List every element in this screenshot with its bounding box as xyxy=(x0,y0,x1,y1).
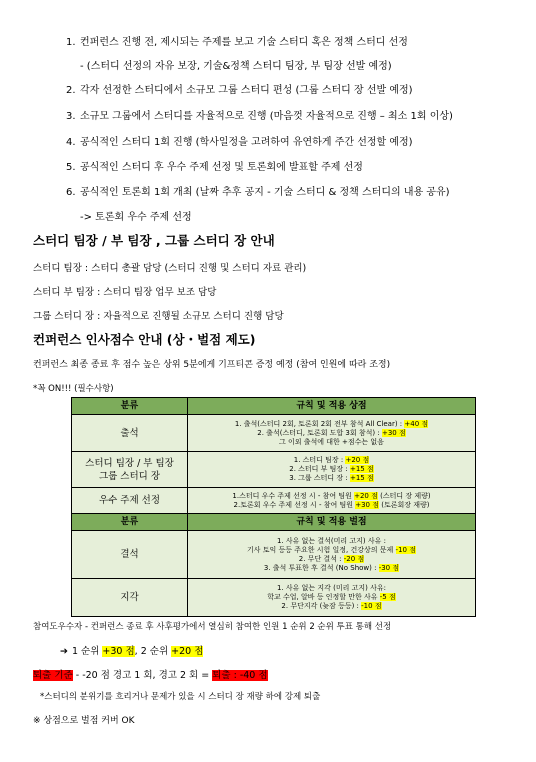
header-category: 분류 xyxy=(72,398,188,415)
points-value: +15 점 xyxy=(349,465,374,473)
rule-cell xyxy=(188,452,476,488)
rule-line: 2. 출석(스터디, 토론회 도합 3회 참석) : +30 점 xyxy=(257,428,406,437)
rule-line: 그 이외 출석에 대한 +점수는 없음 xyxy=(279,437,384,446)
category-cell: 우수 주제 선정 xyxy=(72,488,188,514)
table-row xyxy=(72,415,476,452)
table-row xyxy=(72,488,476,514)
rank-line: ➔ 1 순위 +30 점, 2 순위 +20 점 xyxy=(60,646,204,657)
rule-cell xyxy=(188,488,476,514)
participation-text: 참여도우수자 - 컨퍼런스 종료 후 사후평가에서 열심히 참여한 인원 1 순위 2 순위 투표 통해 선정 xyxy=(33,622,392,632)
points-value: -5 점 xyxy=(379,593,396,601)
rule-line: 2.토론회 우수 주제 선정 시 - 참여 팀원 +30 점 (토론회장 재량) xyxy=(233,500,430,509)
header-category: 분류 xyxy=(72,514,188,531)
list-item-2: 2. 각자 선정한 스터디에서 소규모 그룹 스터디 편성 (그룹 스터디 장 선발 예정) xyxy=(66,85,413,96)
table-header-row xyxy=(72,398,476,415)
list-item-1-sub: - (스터디 선정의 자유 보장, 기술&정책 스터디 팀장, 부 팀장 선발 예정) xyxy=(80,61,392,72)
category-cell: 지각 xyxy=(72,579,188,617)
role-line-sub-leader: 스터디 부 팀장 : 스터디 팀장 업무 보조 담당 xyxy=(33,287,217,298)
table-row xyxy=(72,452,476,488)
kick-note: *스터디의 분위기를 흐리거나 문제가 있을 시 스터디 장 재량 하에 강제 퇴출 xyxy=(40,692,321,702)
rule-line: 3. 그룹 스터디 장 : +15 점 xyxy=(289,474,374,482)
category-cell: 결석 xyxy=(72,531,188,579)
roles-heading: 스터디 팀장 / 부 팀장 , 그룹 스터디 장 안내 xyxy=(33,233,275,248)
points-value: -10 점 xyxy=(361,602,382,610)
role-line-leader: 스터디 팀장 : 스터디 총괄 담당 (스터디 진행 및 스터디 자료 관리) xyxy=(33,263,307,274)
list-item-3: 3. 소규모 그룹에서 스터디를 자율적으로 진행 (마음껏 자율적으로 진행 – 최소 1회 이상) xyxy=(66,111,453,122)
kick-label: 퇴출 기준 xyxy=(33,670,73,681)
points-value: -20 점 xyxy=(343,554,365,563)
header-rule: 규칙 및 적용 상점 xyxy=(188,398,476,415)
points-value: +20 점 xyxy=(345,456,370,464)
points-value: -10 점 xyxy=(395,545,416,554)
category-cell: 출석 xyxy=(72,415,188,452)
rule-line: 1. 출석(스터디 2회, 토론회 2회 전부 참석 All Clear) : +40 점 xyxy=(234,419,429,428)
rule-cell xyxy=(188,415,476,452)
table-row xyxy=(72,579,476,617)
list-item-6: 6. 공식적인 토론회 1회 개최 (날짜 추후 공지 - 기술 스터디 & 정책 스터디의 내용 공유) xyxy=(66,187,450,198)
header-rule: 규칙 및 적용 벌점 xyxy=(188,514,476,531)
rule-line: 2. 무단지각 (늦잠 등등) : -10 점 xyxy=(281,602,382,610)
cover-note: ※ 상점으로 벌점 커버 OK xyxy=(33,716,135,726)
arrow-icon: ➔ xyxy=(60,646,68,657)
list-item-6-sub: -> 토론회 우수 주제 선정 xyxy=(80,212,192,223)
rule-line: 1. 사유 없는 지각 (미리 고지) 사유: xyxy=(277,584,386,592)
list-item-1: 1. 컨퍼런스 진행 전, 제시되는 주제를 보고 기술 스터디 혹은 정책 스터디 선정 xyxy=(66,37,408,48)
points-value: +15 점 xyxy=(349,474,374,482)
points-required-note: *꼭 ON!!! (필수사항) xyxy=(33,384,114,394)
rule-line: 1. 사유 없는 결석(미리 고지) 사유 : xyxy=(277,536,386,545)
rank2-points: +20 점 xyxy=(171,646,204,657)
rule-line: 3. 출석 투표한 후 결석 (No Show) : -30 점 xyxy=(263,563,400,572)
points-value: +20 점 xyxy=(354,491,378,500)
rule-line: 기사 토익 등등 주요한 시험 일정, 건강상의 문제 -10 점 xyxy=(247,545,416,554)
points-heading: 컨퍼런스 인사점수 안내 (상・벌점 제도) xyxy=(33,332,256,347)
points-intro: 컨퍼런스 최종 종료 후 점수 높은 상위 5분에게 기프티콘 증정 예정 (참여 인원에 따라 조정) xyxy=(33,360,391,370)
rule-line: 학교 수업, 알바 등 인정할 만한 사유 -5 점 xyxy=(267,593,396,601)
kick-line: 퇴출 기준 - -20 점 경고 1 회, 경고 2 회 = 퇴출 : -40 점 xyxy=(33,670,268,681)
rule-cell xyxy=(188,579,476,617)
points-value: -30 점 xyxy=(378,563,400,572)
table-header-row xyxy=(72,514,476,531)
rule-line: 1.스터디 우수 주제 선정 시 - 참여 팀원 +20 점 (스터디 장 제량) xyxy=(232,491,431,500)
category-cell: 스터디 팀장 / 부 팀장 그룹 스터디 장 xyxy=(72,452,188,488)
rank1-points: +30 점 xyxy=(102,646,135,657)
rule-line: 1. 스터디 팀장 : +20 점 xyxy=(293,456,370,464)
points-value: +40 점 xyxy=(404,419,429,428)
rule-line: 2. 스터디 부 팀장 : +15 점 xyxy=(289,465,374,473)
role-line-group-leader: 그룹 스터디 장 : 자율적으로 진행될 소규모 스터디 진행 담당 xyxy=(33,311,284,322)
table-row xyxy=(72,531,476,579)
list-item-5: 5. 공식적인 스터디 후 우수 주제 선정 및 토론회에 발표할 주제 선정 xyxy=(66,162,363,173)
points-value: +30 점 xyxy=(355,500,379,509)
rule-cell xyxy=(188,531,476,579)
points-value: +30 점 xyxy=(381,428,406,437)
points-rules-table xyxy=(71,397,476,617)
kick-result: 퇴출 : -40 점 xyxy=(212,670,268,681)
list-item-4: 4. 공식적인 스터디 1회 진행 (학사일정을 고려하여 유연하게 주간 선정할 예정) xyxy=(66,137,413,148)
rule-line: 2. 무단 결석 : -20 점 xyxy=(298,554,365,563)
